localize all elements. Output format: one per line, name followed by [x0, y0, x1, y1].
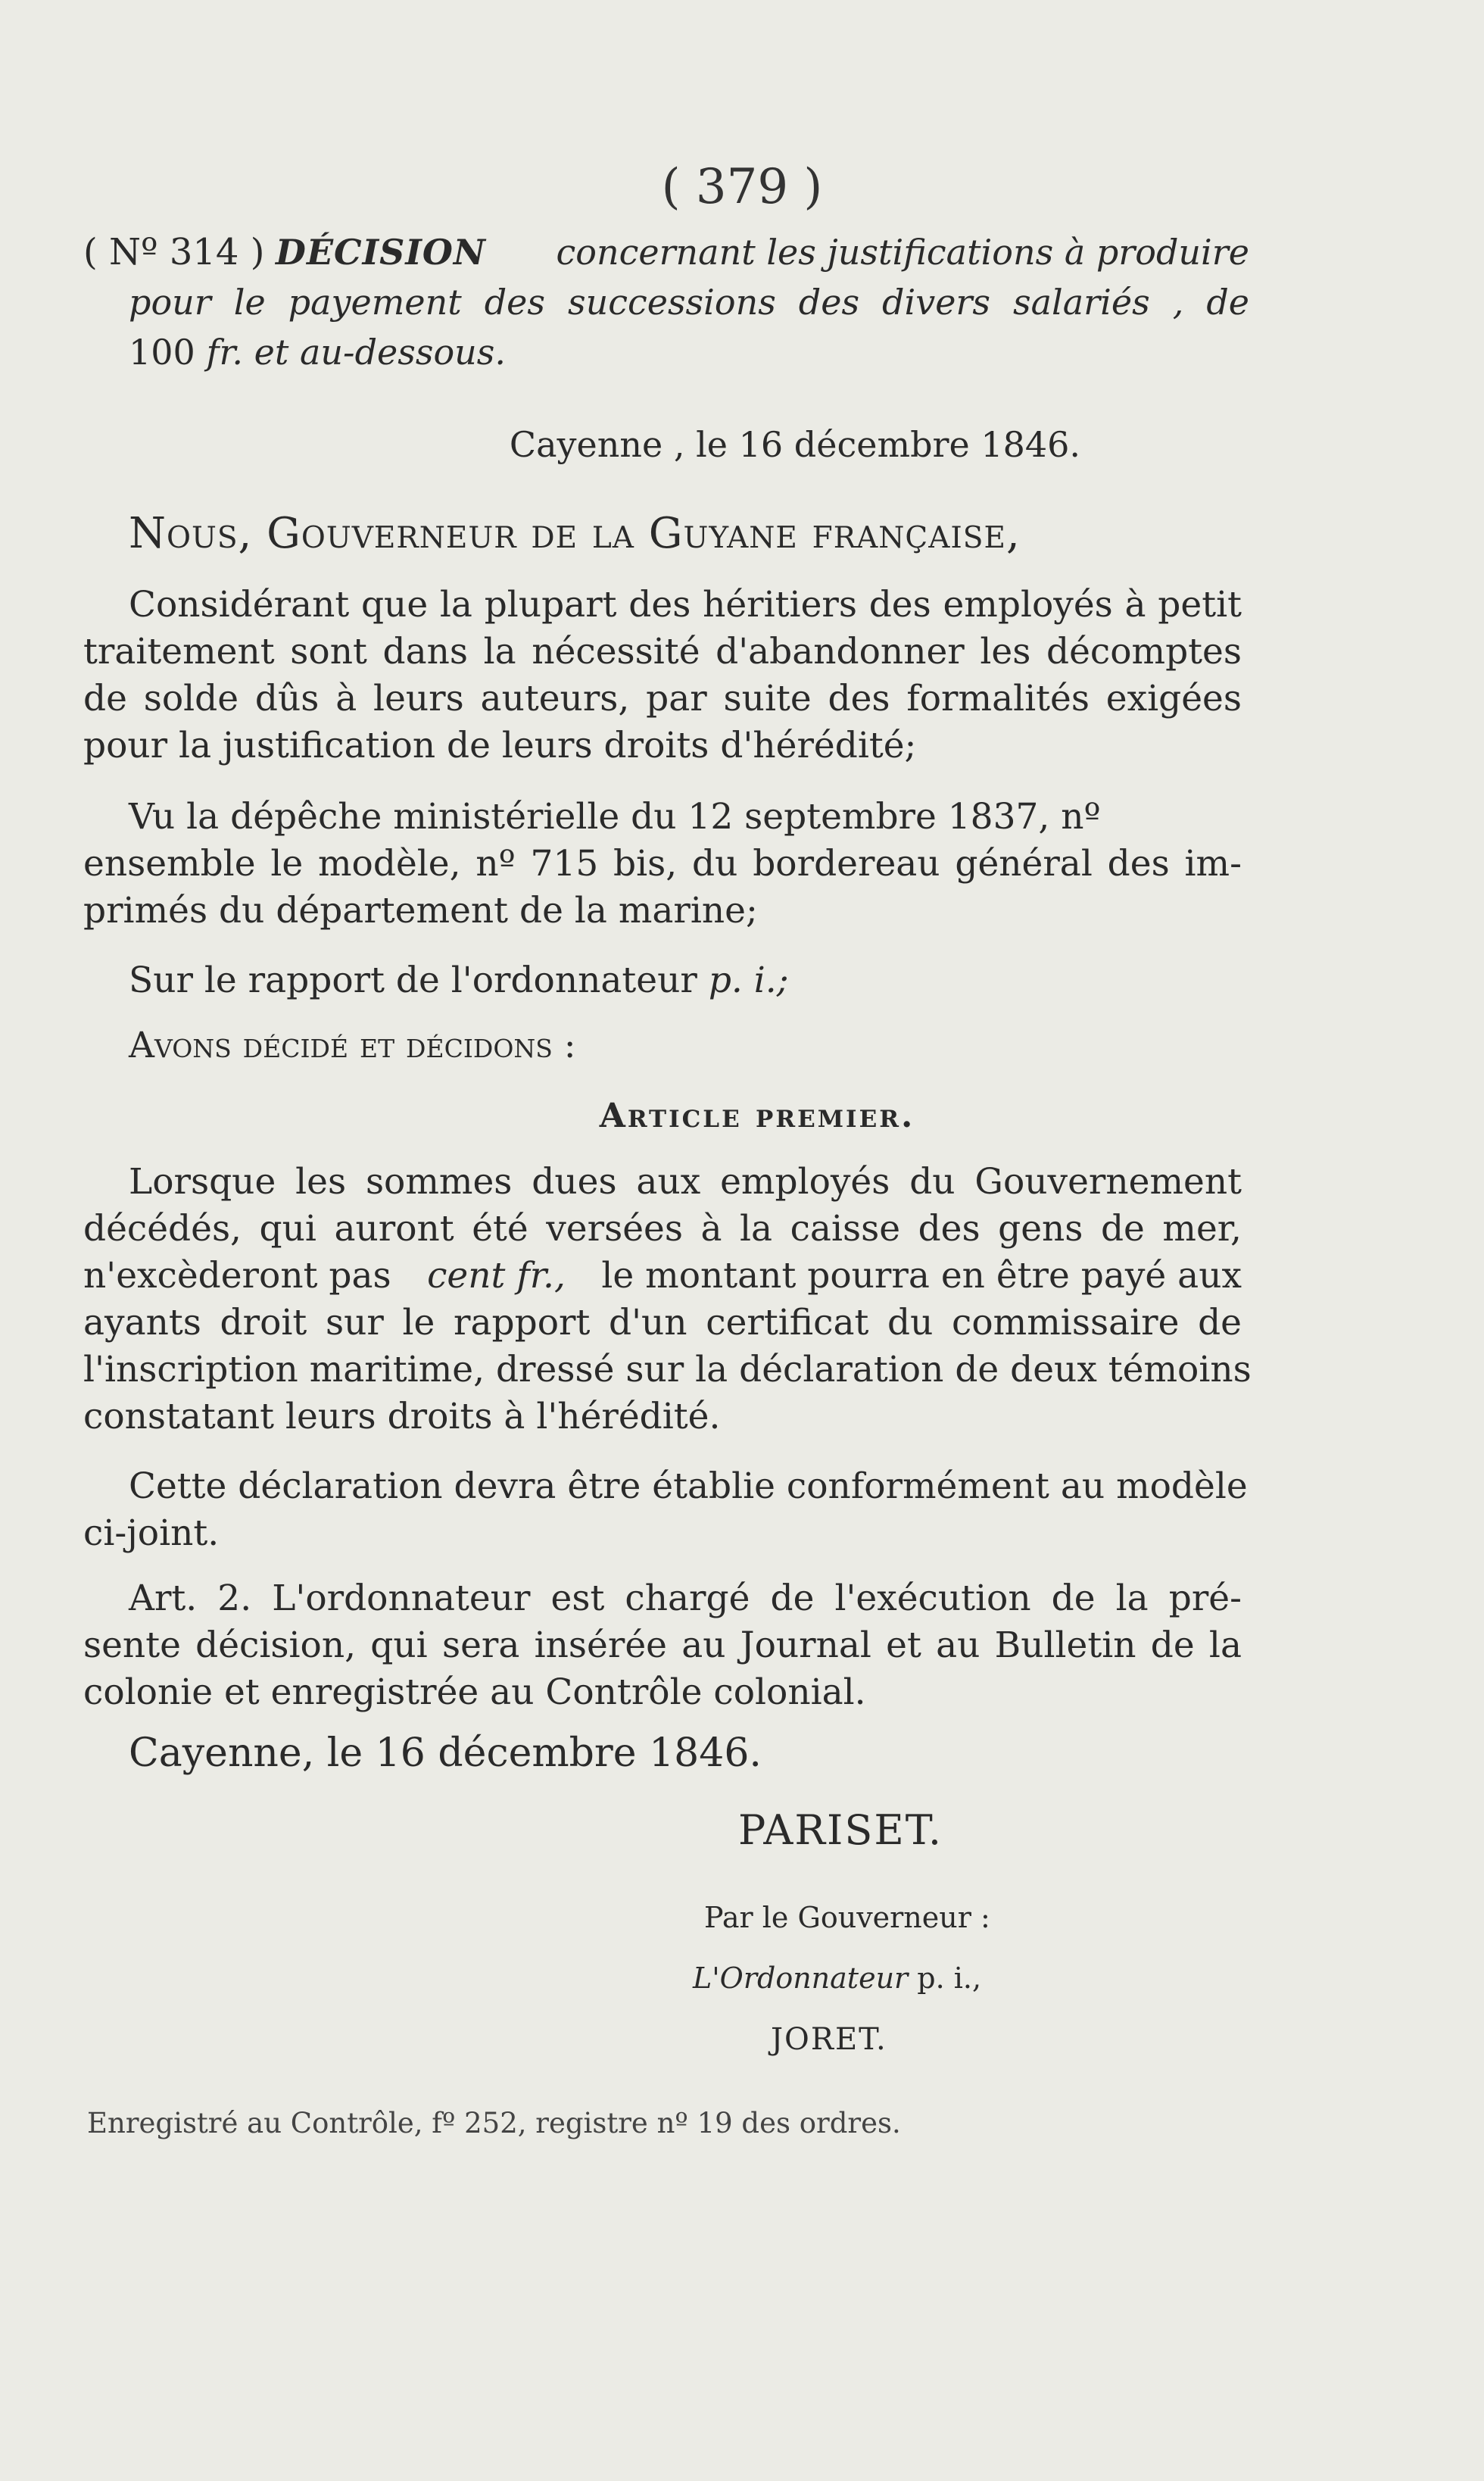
text-line: Considérant que la plupart des héritiers des employés à petit	[129, 584, 1242, 626]
text-line: de solde dûs à leurs auteurs, par suite des formalités exigées	[83, 678, 1242, 719]
decision-heading	[83, 227, 1249, 377]
text-line: ayants droit sur le rapport d'un certificat du commissaire de	[83, 1302, 1242, 1343]
text-line: décédés, qui auront été versées à la caisse des gens de mer,	[83, 1208, 1242, 1250]
avons-decide: Avons décidé et décidons :	[129, 1025, 576, 1066]
nous-gouverneur: Nous, Gouverneur de la Guyane française,	[129, 509, 1021, 558]
par-le-gouverneur: Par le Gouverneur :	[704, 1901, 990, 1934]
cent-fr-italic: cent fr.,	[427, 1255, 566, 1297]
ordonnateur-italic: L'Ordonnateur	[693, 1961, 909, 1995]
text-line: ensemble le modèle, nº 715 bis, du bordereau général des im-	[83, 843, 1242, 885]
text-line: pour la justification de leurs droits d'hérédité;	[83, 725, 917, 766]
dateline: Cayenne , le 16 décembre 1846.	[509, 424, 1081, 465]
text-line: traitement sont dans la nécessité d'abandonner les décomptes	[83, 631, 1242, 673]
registration-footer: Enregistré au Contrôle, fº 252, registre nº 19 des ordres.	[87, 2107, 901, 2139]
text-line	[83, 957, 1242, 1004]
heading-line-3	[83, 327, 1249, 377]
text-line: colonie et enregistrée au Contrôle colonial.	[83, 1671, 866, 1713]
sur-le-rapport-italic: p. i.;	[708, 960, 789, 1001]
paragraph-article-2	[83, 1575, 1242, 1716]
heading-line-1	[83, 227, 1249, 277]
signature-joret: JORET.	[771, 2022, 887, 2057]
heading-amount: 100	[129, 332, 195, 373]
paragraph-cette-declaration	[83, 1463, 1248, 1557]
text-line: primés du département de la marine;	[83, 890, 758, 932]
text-segment: le montant pourra en être payé aux	[601, 1255, 1242, 1297]
signature-pariset: PARISET.	[738, 1806, 943, 1854]
text-line: Cette déclaration devra être établie conformément au modèle	[129, 1465, 1248, 1507]
text-segment: n'excèderont pas	[83, 1255, 391, 1297]
paragraph-sur-le-rapport	[83, 957, 1242, 1004]
page-number: ( 379 )	[661, 159, 823, 215]
heading-line-1-rest: concernant les justifications à produire	[556, 232, 1249, 273]
text-line: l'inscription maritime, dressé sur la déclaration de deux témoins	[83, 1349, 1252, 1390]
heading-line-3-rest: fr. et au-dessous.	[206, 332, 506, 373]
text-line: Art. 2. L'ordonnateur est chargé de l'exécution de la pré-	[129, 1578, 1242, 1619]
ordonnateur-suffix: p. i.,	[917, 1961, 982, 1995]
text-line: constatant leurs droits à l'hérédité.	[83, 1396, 721, 1437]
decision-number: ( Nº 314 )	[83, 231, 265, 273]
closing-place-date: Cayenne, le 16 décembre 1846.	[129, 1730, 762, 1776]
paragraph-vu	[83, 794, 1242, 935]
heading-line-2: pour le payement des successions des divers salariés , de	[129, 282, 1249, 323]
paragraph-considerant	[83, 582, 1242, 769]
decision-title: DÉCISION	[276, 232, 486, 273]
article-premier-heading: Article premier.	[599, 1097, 915, 1135]
text-line: Vu la dépêche ministérielle du 12 septembre 1837, nº	[129, 796, 1101, 838]
sur-le-rapport-text: Sur le rapport de l'ordonnateur	[129, 960, 697, 1001]
text-line	[83, 1253, 1242, 1300]
text-line: ci-joint.	[83, 1512, 220, 1554]
text-line: Lorsque les sommes dues aux employés du Gouvernement	[129, 1161, 1242, 1203]
ordonnateur-line	[693, 1961, 981, 1995]
paragraph-article-1	[83, 1159, 1252, 1440]
text-line: sente décision, qui sera insérée au Journal et au Bulletin de la	[83, 1624, 1242, 1666]
